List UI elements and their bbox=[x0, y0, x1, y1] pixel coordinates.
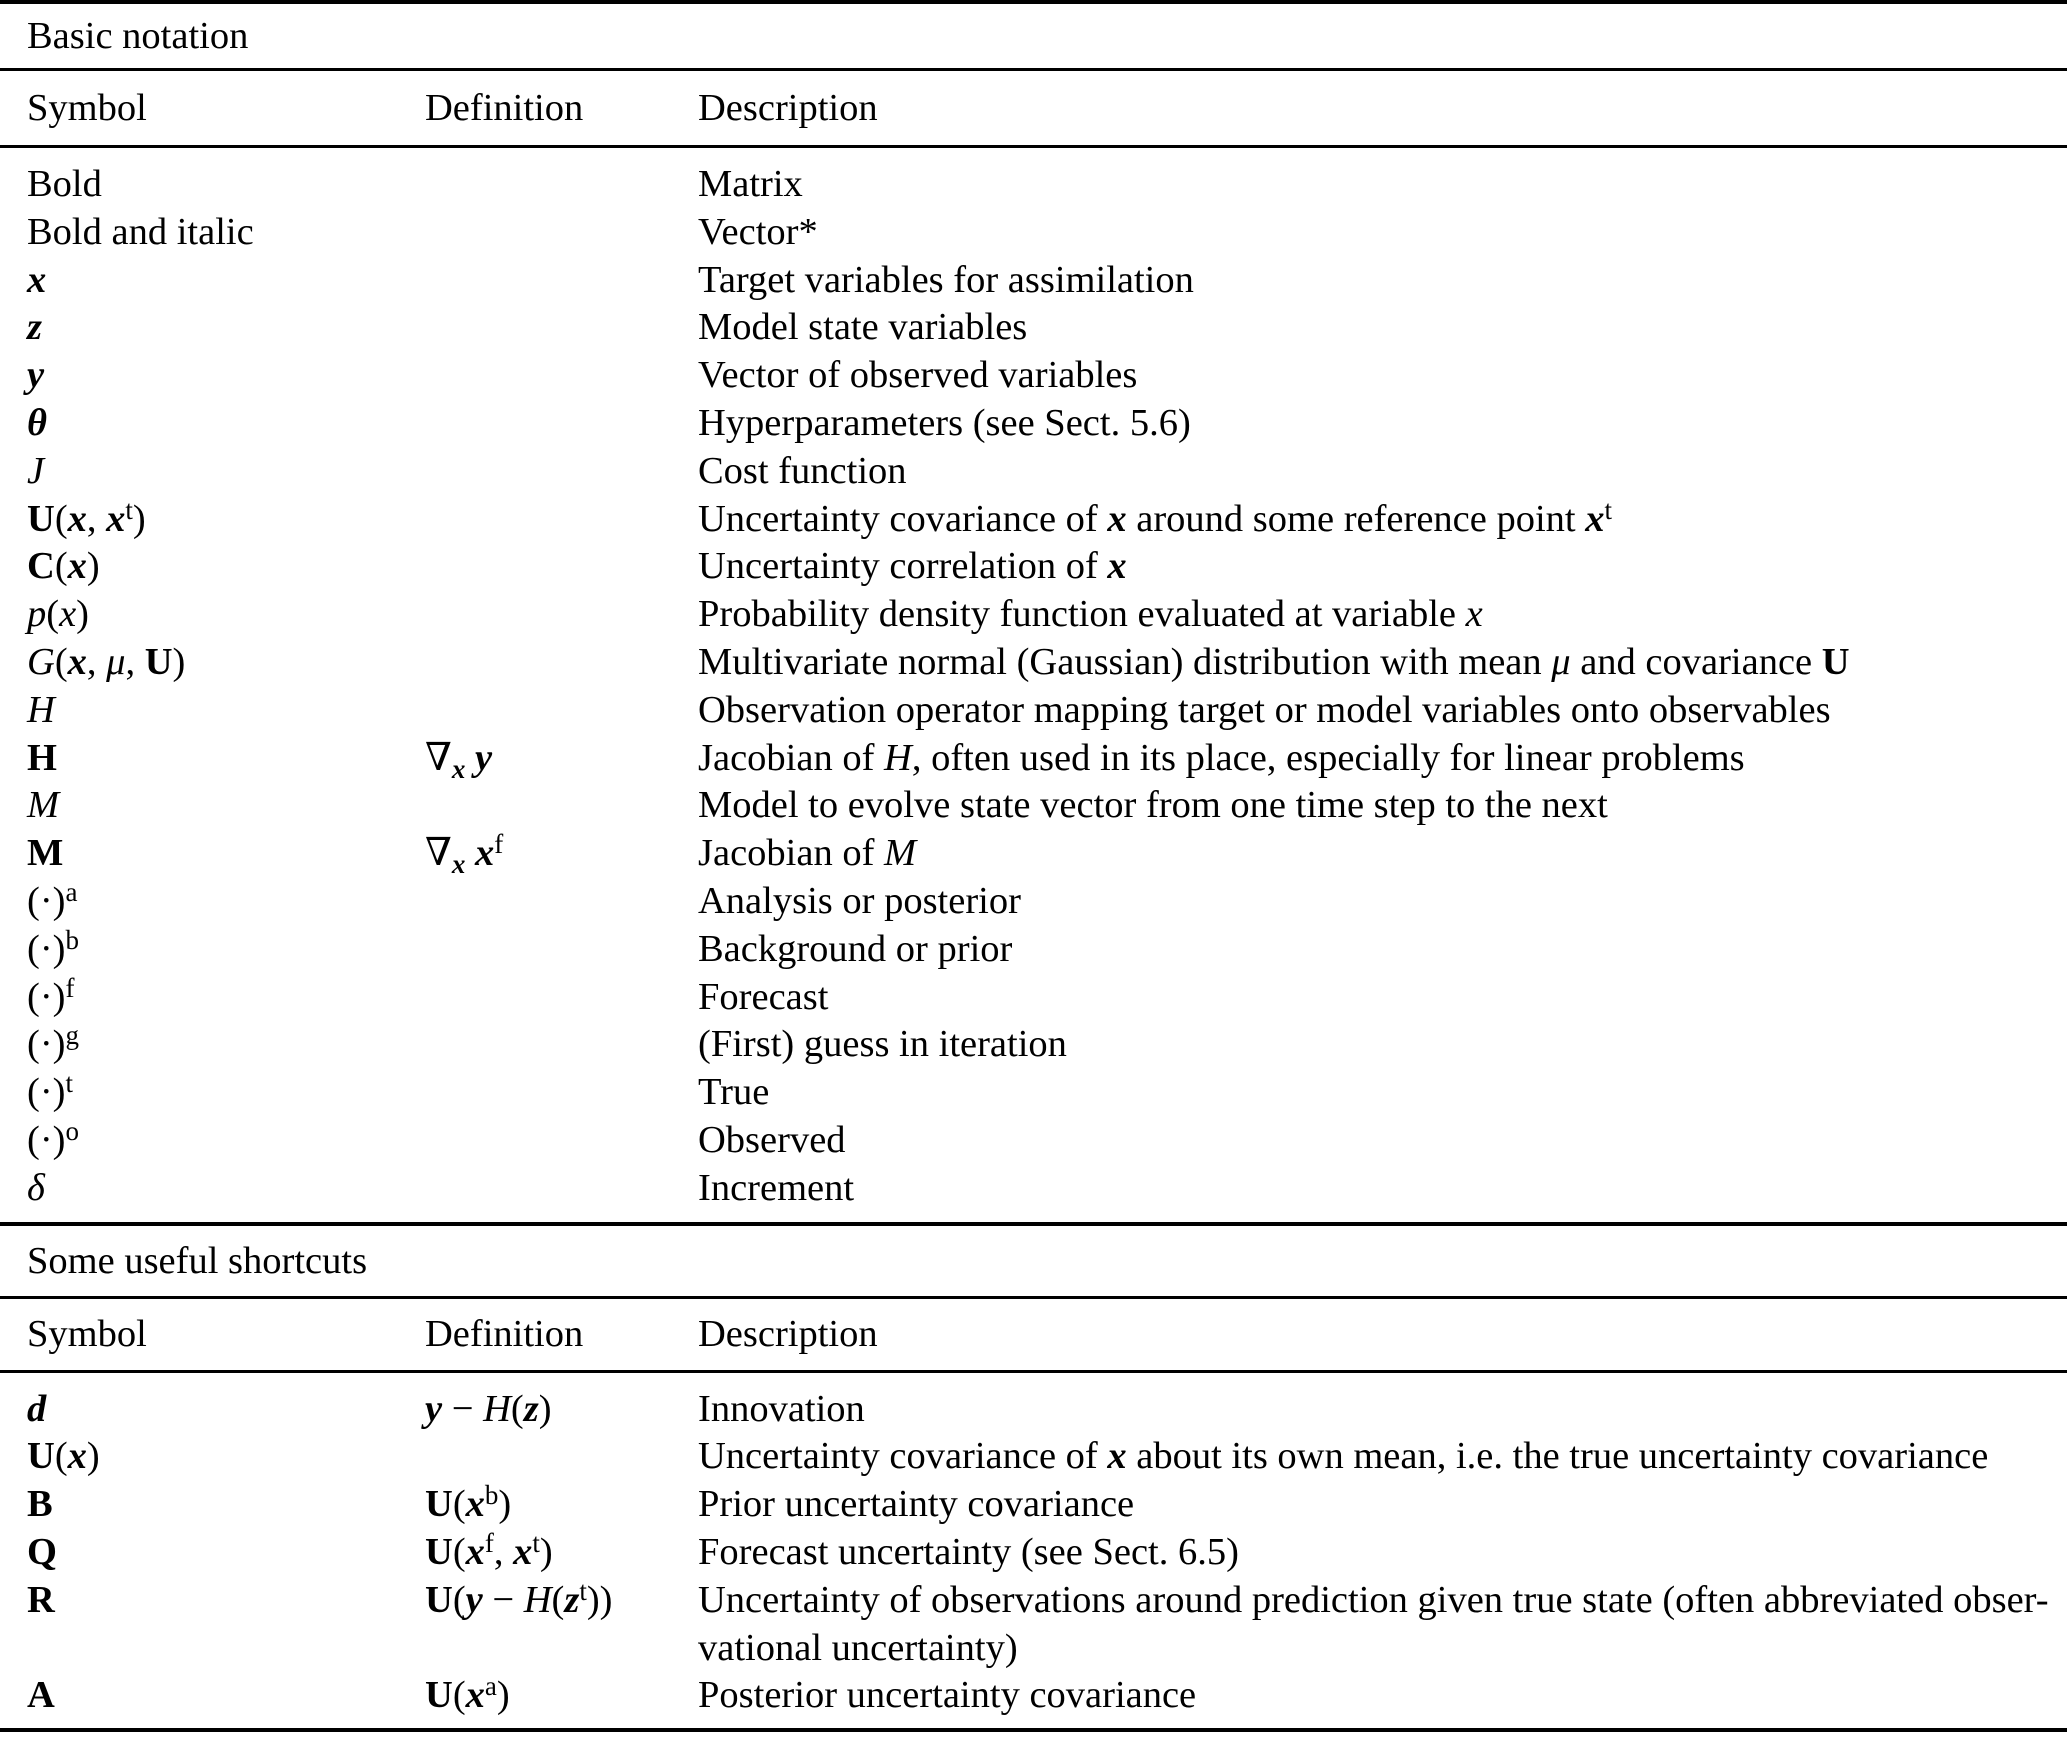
math-token: H bbox=[523, 1578, 552, 1621]
math-token bbox=[465, 832, 475, 874]
symbol-cell bbox=[27, 639, 425, 687]
symbol-cell bbox=[27, 591, 425, 639]
table-row bbox=[0, 209, 2067, 257]
math-token: Uncertainty covariance of bbox=[698, 1435, 1108, 1478]
definition-cell bbox=[425, 352, 698, 400]
table-row bbox=[0, 400, 2067, 448]
superscript: f bbox=[65, 972, 75, 1003]
table-row bbox=[0, 1672, 2067, 1720]
math-token: y bbox=[425, 1387, 443, 1430]
math-token: − bbox=[442, 1387, 484, 1430]
definition-cell bbox=[425, 1577, 698, 1673]
description-cell bbox=[698, 830, 2061, 878]
table-row bbox=[0, 1433, 2067, 1481]
symbol-cell bbox=[27, 209, 425, 257]
math-token: d bbox=[27, 1387, 47, 1430]
math-token: U bbox=[425, 1578, 453, 1621]
symbol-cell bbox=[27, 352, 425, 400]
description-cell bbox=[698, 496, 2061, 544]
definition-cell bbox=[425, 400, 698, 448]
math-token: Prior uncertainty covariance bbox=[698, 1483, 1135, 1526]
math-token: Vector* bbox=[698, 210, 818, 253]
table-row bbox=[0, 1117, 2067, 1165]
description-cell bbox=[698, 304, 2061, 352]
math-token: Analysis or posterior bbox=[698, 879, 1021, 922]
table-row bbox=[0, 974, 2067, 1022]
math-token: x bbox=[1465, 593, 1483, 636]
definition-cell bbox=[425, 1481, 698, 1529]
math-token: , often used in its place, especially for linear problems bbox=[911, 736, 1745, 779]
math-token: (·) bbox=[27, 879, 66, 922]
math-token: − bbox=[482, 1578, 524, 1621]
math-token: ) bbox=[86, 1435, 100, 1478]
description-cell bbox=[698, 1069, 2061, 1117]
symbol-cell bbox=[27, 257, 425, 305]
superscript: f bbox=[494, 829, 504, 860]
column-header-definition: Definition bbox=[425, 1312, 584, 1355]
table-row bbox=[0, 1021, 2067, 1069]
math-token: , bbox=[125, 640, 145, 683]
table-row bbox=[0, 830, 2067, 878]
math-token: ( bbox=[54, 497, 68, 540]
description-cell bbox=[698, 591, 2061, 639]
column-header-description: Description bbox=[698, 87, 878, 129]
table-row bbox=[0, 1069, 2067, 1117]
math-token: Posterior uncertainty covariance bbox=[698, 1674, 1197, 1717]
superscript: t bbox=[1604, 494, 1613, 525]
math-token: x bbox=[67, 640, 87, 683]
math-token: z bbox=[564, 1578, 580, 1621]
math-token: ( bbox=[452, 1483, 466, 1526]
math-token: about its own mean, i.e. the true uncertainty covariance bbox=[1126, 1435, 1989, 1478]
basic-notation-header-row bbox=[0, 71, 2067, 145]
symbol-cell bbox=[27, 687, 425, 735]
math-token: x bbox=[513, 1530, 533, 1573]
symbol-cell bbox=[27, 1069, 425, 1117]
math-token: x bbox=[1107, 1435, 1127, 1478]
math-token: x bbox=[106, 497, 126, 540]
description-cell bbox=[698, 1529, 2061, 1577]
definition-cell bbox=[425, 782, 698, 830]
math-token: vational uncertainty) bbox=[698, 1626, 1018, 1669]
math-token: )) bbox=[586, 1578, 613, 1621]
definition-cell bbox=[425, 687, 698, 735]
description-cell bbox=[698, 735, 2061, 783]
math-token: U bbox=[425, 1483, 453, 1526]
math-token: U bbox=[27, 497, 55, 540]
symbol-cell bbox=[27, 1481, 425, 1529]
description-cell bbox=[698, 1672, 2061, 1720]
table-row bbox=[0, 448, 2067, 496]
math-token: Q bbox=[27, 1530, 57, 1573]
math-token: ) bbox=[172, 640, 186, 683]
symbol-cell bbox=[27, 448, 425, 496]
column-header-definition: Definition bbox=[425, 87, 584, 129]
math-token: Probability density function evaluated at variable bbox=[698, 593, 1466, 636]
definition-cell bbox=[425, 1069, 698, 1117]
math-token: ) bbox=[132, 497, 146, 540]
table-row bbox=[0, 591, 2067, 639]
symbol-cell bbox=[27, 1386, 425, 1434]
math-token: ) bbox=[539, 1530, 553, 1573]
superscript: b bbox=[484, 1480, 499, 1511]
math-token: ) bbox=[76, 593, 89, 636]
symbol-cell bbox=[27, 1021, 425, 1069]
math-token: x bbox=[465, 1674, 485, 1717]
symbol-cell bbox=[27, 974, 425, 1022]
section-title-useful-shortcuts: Some useful shortcuts bbox=[27, 1239, 368, 1282]
math-token: y bbox=[465, 1578, 483, 1621]
description-cell bbox=[698, 1021, 2061, 1069]
subscript: x bbox=[451, 849, 466, 880]
math-token: Bold and italic bbox=[27, 210, 254, 253]
symbol-cell bbox=[27, 543, 425, 591]
math-token: Model to evolve state vector from one time step to the next bbox=[698, 784, 1608, 827]
math-token: p bbox=[27, 593, 47, 636]
description-cell bbox=[698, 974, 2061, 1022]
math-token: ( bbox=[452, 1578, 466, 1621]
math-token: ( bbox=[54, 545, 68, 588]
math-token: Cost function bbox=[698, 449, 907, 492]
symbol-cell bbox=[27, 782, 425, 830]
table-row bbox=[0, 1577, 2067, 1673]
column-header-description: Description bbox=[698, 1312, 878, 1355]
symbol-cell bbox=[27, 1577, 425, 1673]
math-token: around some reference point bbox=[1126, 497, 1586, 540]
description-cell bbox=[698, 209, 2061, 257]
symbol-cell bbox=[27, 304, 425, 352]
symbol-cell bbox=[27, 496, 425, 544]
math-token: y bbox=[475, 736, 493, 779]
table-row bbox=[0, 878, 2067, 926]
math-token: x bbox=[67, 545, 87, 588]
table-row bbox=[0, 926, 2067, 974]
column-header-symbol: Symbol bbox=[27, 87, 147, 129]
description-cell bbox=[698, 543, 2061, 591]
table-row bbox=[0, 352, 2067, 400]
symbol-cell bbox=[27, 1529, 425, 1577]
symbol-cell bbox=[27, 400, 425, 448]
math-token: (·) bbox=[27, 927, 66, 970]
table-row bbox=[0, 639, 2067, 687]
math-token: x bbox=[465, 1530, 485, 1573]
math-token: and covariance bbox=[1570, 640, 1822, 683]
description-cell bbox=[698, 926, 2061, 974]
math-token: Innovation bbox=[698, 1387, 865, 1430]
symbol-cell bbox=[27, 161, 425, 209]
table-row bbox=[0, 687, 2067, 735]
math-token: ) bbox=[498, 1483, 512, 1526]
math-token: Matrix bbox=[698, 163, 803, 205]
math-token: Vector of observed variables bbox=[698, 354, 1138, 397]
math-token: Hyperparameters (see Sect. 5.6) bbox=[698, 401, 1191, 444]
symbol-cell bbox=[27, 878, 425, 926]
math-token: Increment bbox=[698, 1166, 855, 1209]
math-token: z bbox=[523, 1387, 539, 1430]
table-row bbox=[0, 257, 2067, 305]
math-token: Uncertainty covariance of bbox=[698, 497, 1108, 540]
math-token: ( bbox=[452, 1674, 466, 1717]
definition-cell bbox=[425, 1529, 698, 1577]
basic-notation-table bbox=[0, 148, 2067, 1222]
math-token: U bbox=[1821, 640, 1850, 683]
math-token: U bbox=[27, 1435, 55, 1478]
math-token: ) bbox=[496, 1674, 510, 1717]
definition-cell bbox=[425, 1433, 698, 1481]
math-token: x bbox=[67, 497, 87, 540]
math-token: (First) guess in iteration bbox=[698, 1023, 1067, 1066]
description-cell bbox=[698, 1433, 2061, 1481]
definition-cell bbox=[425, 257, 698, 305]
math-token: δ bbox=[27, 1166, 45, 1209]
math-token: Forecast bbox=[698, 975, 829, 1018]
table-row bbox=[0, 496, 2067, 544]
description-cell bbox=[698, 1481, 2061, 1529]
superscript: b bbox=[65, 924, 79, 955]
math-token: ( bbox=[510, 1387, 524, 1430]
superscript: a bbox=[65, 876, 78, 907]
definition-cell bbox=[425, 591, 698, 639]
math-token: Target variables for assimilation bbox=[698, 258, 1194, 301]
math-token: Uncertainty of observations around prediction given true state (often abbreviated obser- bbox=[698, 1578, 2049, 1621]
superscript: t bbox=[532, 1527, 540, 1558]
math-token: Model state variables bbox=[698, 306, 1028, 349]
math-token: x bbox=[59, 593, 77, 636]
math-token: J bbox=[27, 449, 45, 492]
symbol-cell bbox=[27, 926, 425, 974]
math-token: ( bbox=[452, 1530, 466, 1573]
table-row bbox=[0, 735, 2067, 783]
definition-cell bbox=[425, 161, 698, 209]
math-token: x bbox=[67, 1435, 87, 1478]
math-token: (·) bbox=[27, 1118, 66, 1161]
math-token: True bbox=[698, 1071, 770, 1114]
definition-cell bbox=[425, 926, 698, 974]
useful-shortcuts-table bbox=[0, 1373, 2067, 1729]
math-token: H bbox=[27, 688, 55, 731]
description-cell bbox=[698, 161, 2061, 209]
description-cell bbox=[698, 782, 2061, 830]
superscript: f bbox=[484, 1527, 494, 1558]
math-token: U bbox=[425, 1530, 453, 1573]
description-cell bbox=[698, 448, 2061, 496]
table-row bbox=[0, 304, 2067, 352]
description-cell bbox=[698, 878, 2061, 926]
definition-cell bbox=[425, 830, 698, 878]
math-token: Background or prior bbox=[698, 927, 1013, 970]
math-token: x bbox=[1107, 545, 1127, 588]
table-row bbox=[0, 161, 2067, 209]
definition-cell bbox=[425, 304, 698, 352]
symbol-cell bbox=[27, 1672, 425, 1720]
definition-cell bbox=[425, 639, 698, 687]
math-token: Multivariate normal (Gaussian) distribution with mean bbox=[698, 640, 1552, 683]
math-token: x bbox=[465, 1483, 485, 1526]
definition-cell bbox=[425, 448, 698, 496]
description-cell bbox=[698, 687, 2061, 735]
description-cell bbox=[698, 1577, 2061, 1673]
math-token: z bbox=[27, 306, 42, 349]
math-token: ) bbox=[538, 1387, 552, 1430]
table-row bbox=[0, 782, 2067, 830]
superscript: t bbox=[579, 1575, 587, 1606]
math-token bbox=[465, 737, 475, 779]
column-header-symbol: Symbol bbox=[27, 1312, 147, 1355]
superscript: o bbox=[65, 1115, 79, 1146]
math-token: Bold bbox=[27, 163, 102, 205]
description-cell bbox=[698, 1117, 2061, 1165]
math-token: ∇ bbox=[425, 832, 452, 875]
math-token: A bbox=[27, 1674, 55, 1717]
table-row bbox=[0, 1481, 2067, 1529]
math-token: M bbox=[27, 832, 64, 875]
math-token: U bbox=[425, 1674, 453, 1717]
math-token: Jacobian of bbox=[698, 736, 885, 779]
description-cell bbox=[698, 257, 2061, 305]
superscript: t bbox=[125, 494, 133, 525]
math-token: R bbox=[27, 1578, 55, 1621]
symbol-cell bbox=[27, 1117, 425, 1165]
subscript: x bbox=[451, 753, 466, 784]
definition-cell bbox=[425, 496, 698, 544]
math-token: ( bbox=[54, 1435, 68, 1478]
table-row bbox=[0, 1386, 2067, 1434]
table-row bbox=[0, 1165, 2067, 1213]
math-token: x bbox=[1107, 497, 1127, 540]
definition-cell bbox=[425, 543, 698, 591]
math-token: (·) bbox=[27, 1023, 66, 1066]
table-row bbox=[0, 543, 2067, 591]
description-cell bbox=[698, 400, 2061, 448]
description-cell bbox=[698, 1386, 2061, 1434]
bottom-rule bbox=[0, 1728, 2067, 1732]
math-token: μ bbox=[106, 640, 126, 683]
math-token: (·) bbox=[27, 1071, 66, 1114]
description-cell bbox=[698, 1165, 2061, 1213]
superscript: g bbox=[65, 1020, 79, 1051]
math-token: H bbox=[483, 1387, 511, 1430]
definition-cell bbox=[425, 974, 698, 1022]
math-token: Jacobian of bbox=[698, 832, 885, 875]
table-row bbox=[0, 1529, 2067, 1577]
definition-cell bbox=[425, 1117, 698, 1165]
symbol-cell bbox=[27, 1433, 425, 1481]
math-token: M bbox=[884, 832, 917, 875]
math-token: Observation operator mapping target or model variables onto observables bbox=[698, 688, 1831, 731]
definition-cell bbox=[425, 735, 698, 783]
math-token: μ bbox=[1551, 640, 1571, 683]
math-token: ( bbox=[46, 593, 60, 636]
definition-cell bbox=[425, 1386, 698, 1434]
math-token: ( bbox=[551, 1578, 565, 1621]
math-token: , bbox=[493, 1530, 514, 1573]
math-token: U bbox=[144, 640, 173, 683]
math-token: , bbox=[86, 640, 107, 683]
definition-cell bbox=[425, 1021, 698, 1069]
math-token: x bbox=[27, 258, 47, 301]
math-token: ) bbox=[86, 545, 100, 588]
math-token: x bbox=[475, 832, 495, 875]
math-token: H bbox=[884, 736, 912, 779]
definition-cell bbox=[425, 878, 698, 926]
math-token: , bbox=[86, 497, 107, 540]
math-token: B bbox=[27, 1483, 53, 1526]
superscript: a bbox=[484, 1671, 497, 1702]
section-title-basic-notation: Basic notation bbox=[27, 15, 249, 57]
math-token: (·) bbox=[27, 975, 66, 1018]
symbol-cell bbox=[27, 830, 425, 878]
useful-shortcuts-header-row bbox=[0, 1299, 2067, 1370]
math-token: H bbox=[27, 736, 57, 779]
definition-cell bbox=[425, 1672, 698, 1720]
math-token: G bbox=[27, 640, 55, 683]
math-token: C bbox=[27, 545, 55, 588]
math-token: y bbox=[27, 354, 45, 397]
math-token: θ bbox=[27, 401, 47, 444]
description-cell bbox=[698, 352, 2061, 400]
math-token: Forecast uncertainty (see Sect. 6.5) bbox=[698, 1530, 1239, 1573]
math-token: Uncertainty correlation of bbox=[698, 545, 1108, 588]
symbol-cell bbox=[27, 735, 425, 783]
description-cell bbox=[698, 639, 2061, 687]
symbol-cell bbox=[27, 1165, 425, 1213]
math-token: ( bbox=[54, 640, 68, 683]
math-token: x bbox=[1585, 497, 1605, 540]
math-token: Observed bbox=[698, 1118, 846, 1161]
definition-cell bbox=[425, 1165, 698, 1213]
definition-cell bbox=[425, 209, 698, 257]
math-token: M bbox=[27, 784, 60, 827]
math-token: ∇ bbox=[425, 736, 452, 779]
superscript: t bbox=[65, 1068, 73, 1099]
